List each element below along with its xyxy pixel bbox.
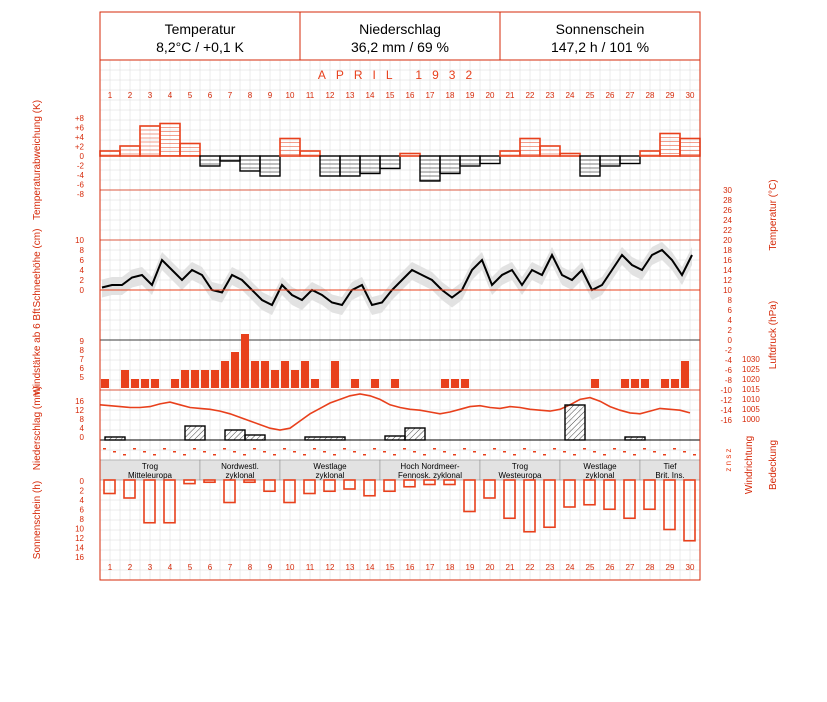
day-label-top: 4 — [167, 91, 173, 100]
day-label-top: 17 — [425, 91, 435, 100]
day-label-bottom: 20 — [485, 563, 495, 572]
cloud-dot — [213, 454, 216, 456]
cloud-dot — [533, 451, 536, 453]
temp-dev-tick: -2 — [76, 161, 84, 171]
wind-bar — [251, 361, 259, 388]
wind-tick: 9 — [79, 337, 84, 346]
wind-tick: 7 — [79, 355, 84, 364]
sunshine-bar — [564, 480, 575, 507]
precip-axis-label: Niederschlag (mm) — [32, 385, 43, 471]
wind-bar — [351, 379, 359, 388]
wind-bar — [681, 361, 689, 388]
temp-dev-tick: +6 — [74, 123, 84, 133]
wind-bar — [311, 379, 319, 388]
weather-type-label: Brit. Ins. — [655, 471, 685, 480]
cloud-dot — [163, 448, 166, 450]
day-label-bottom: 6 — [207, 563, 213, 572]
sunshine-bar — [264, 480, 275, 491]
day-label-bottom: 22 — [525, 563, 535, 572]
day-label-top: 16 — [405, 91, 415, 100]
temp-tick: -16 — [720, 416, 732, 425]
snow-tick: 2 — [79, 276, 84, 285]
sunshine-bar — [444, 480, 455, 485]
wind-bar — [661, 379, 669, 388]
wind-bar — [201, 370, 209, 388]
weather-type-label: Westlage — [583, 462, 617, 471]
cloud-dot — [673, 448, 676, 450]
sunshine-bar — [664, 480, 675, 530]
day-label-bottom: 2 — [127, 563, 133, 572]
day-label-bottom: 25 — [585, 563, 595, 572]
pressure-tick: 1015 — [742, 385, 760, 394]
temp-tick: 2 — [727, 326, 732, 335]
cloud-dot — [153, 454, 156, 456]
cloud-dot — [493, 448, 496, 450]
cloud-dot — [293, 451, 296, 453]
temp-dev-tick: +8 — [74, 114, 84, 123]
wind-bar — [621, 379, 629, 388]
temp-tick: -14 — [720, 406, 732, 415]
cloud-dot — [473, 451, 476, 453]
cloud-dot — [433, 448, 436, 450]
wind-bar — [231, 352, 239, 388]
day-label-bottom: 11 — [305, 563, 315, 572]
wind-bar — [291, 370, 299, 388]
snow-tick: 0 — [79, 286, 84, 295]
sun-tick: 8 — [79, 515, 84, 524]
sunshine-bar — [404, 480, 415, 487]
sun-axis-label: Sonnenschein (h) — [32, 480, 43, 560]
weather-type-label: Trog — [141, 462, 159, 471]
wind-bar — [181, 370, 189, 388]
cloud-dot — [583, 448, 586, 450]
day-label-top: 9 — [267, 91, 273, 100]
wind-tick: 8 — [79, 346, 84, 355]
weather-type-label: Tief — [663, 462, 677, 471]
day-label-bottom: 27 — [625, 563, 635, 572]
day-label-bottom: 29 — [665, 563, 675, 572]
grid — [100, 60, 700, 580]
month-title: APRIL 1932 — [317, 68, 483, 82]
temp-dev-tick: -4 — [76, 171, 84, 180]
cloud-dot — [653, 451, 656, 453]
cloud-dot — [373, 448, 376, 450]
wind-bar — [281, 361, 289, 388]
sun-header-value: 147,2 h / 101 % — [550, 39, 650, 55]
temp-header-title: Temperatur — [164, 21, 236, 37]
temp-tick: 20 — [723, 236, 732, 245]
temp-dev-tick: +4 — [74, 133, 84, 142]
temp-tick: 14 — [723, 266, 732, 275]
cloud-dot — [633, 454, 636, 456]
precip-bar — [305, 437, 345, 440]
cloud-dot — [283, 448, 286, 450]
precip-bar — [105, 437, 125, 440]
day-label-top: 11 — [305, 91, 315, 100]
temp-tick: 30 — [723, 186, 732, 195]
wind-bar — [371, 379, 379, 388]
sun-tick: 0 — [79, 477, 84, 486]
pressure-tick: 1010 — [742, 395, 760, 404]
cloud-dot — [483, 454, 486, 456]
temp-tick: 4 — [727, 316, 732, 325]
snow-tick: 4 — [79, 266, 84, 275]
precip-bar — [405, 428, 425, 440]
snow-tick: 6 — [79, 256, 84, 265]
day-label-top: 21 — [505, 91, 515, 100]
weather-type-label: Westeuropa — [498, 471, 542, 480]
cloud-dot — [443, 451, 446, 453]
day-label-top: 10 — [285, 91, 295, 100]
sun-tick: 6 — [79, 505, 84, 515]
wind-bar — [441, 379, 449, 388]
day-label-top: 14 — [365, 91, 375, 100]
wind-tick: 5 — [79, 373, 84, 382]
cloud-axis-label: Bedeckung — [768, 439, 779, 491]
cloud-dot — [363, 454, 366, 456]
sun-header-title: Sonnenschein — [555, 21, 645, 37]
day-label-bottom: 21 — [505, 563, 515, 572]
day-label-bottom: 13 — [345, 563, 355, 572]
cloud-dot — [423, 454, 426, 456]
cloud-dot — [203, 451, 206, 453]
cloud-dot — [643, 448, 646, 450]
cloud-dot — [233, 451, 236, 453]
day-label-bottom: 7 — [227, 563, 233, 572]
wind-bar — [451, 379, 459, 388]
temp-header-value: 8,2°C / +0,1 K — [156, 39, 244, 55]
temp-tick: 28 — [723, 196, 732, 205]
wind-bar — [171, 379, 179, 388]
cloud-dot — [613, 448, 616, 450]
cloud-dot — [133, 448, 136, 450]
sunshine-bar — [144, 480, 155, 523]
temp-tick: 24 — [723, 216, 732, 225]
day-label-top: 8 — [247, 91, 253, 100]
sunshine-series — [104, 480, 695, 541]
sunshine-bar — [684, 480, 695, 541]
sun-tick: 10 — [75, 524, 84, 534]
precip-bar — [385, 436, 405, 440]
temp-tick: -8 — [724, 376, 732, 385]
cloud-dot — [573, 454, 576, 456]
precip-header-title: Niederschlag — [359, 21, 441, 37]
day-label-top: 23 — [545, 91, 555, 100]
temp-tick: 8 — [727, 296, 732, 305]
sunshine-bar — [164, 480, 175, 523]
sun-tick: 2 — [79, 486, 84, 496]
wind-bar — [641, 379, 649, 388]
day-label-bottom: 4 — [167, 563, 173, 572]
day-label-top: 7 — [227, 91, 233, 100]
day-label-top: 28 — [645, 91, 655, 100]
sun-tick: 16 — [75, 553, 84, 562]
cloud-dot — [513, 454, 516, 456]
cloud-dot — [503, 451, 506, 453]
temp-tick: 26 — [723, 206, 732, 215]
sunshine-bar — [604, 480, 615, 509]
cloud-dot — [183, 454, 186, 456]
wind-bar — [331, 361, 339, 388]
cloud-dot — [113, 451, 116, 453]
precip-header-value: 36,2 mm / 69 % — [350, 39, 450, 55]
weather-type-label: Westlage — [313, 462, 347, 471]
sunshine-bar — [504, 480, 515, 518]
precip-tick: 8 — [79, 415, 84, 424]
day-label-top: 13 — [345, 91, 355, 100]
temp-tick: 18 — [723, 246, 732, 255]
weather-type-label: Nordwestl. — [221, 462, 259, 471]
snow-tick: 8 — [79, 246, 84, 255]
pressure-tick: 1030 — [742, 355, 760, 364]
day-label-top: 6 — [207, 91, 213, 100]
day-label-bottom: 8 — [247, 563, 253, 572]
wind-bar — [391, 379, 399, 388]
pressure-line — [100, 394, 690, 430]
cloud-dot — [253, 448, 256, 450]
cloud-dot — [693, 454, 696, 456]
wind-bar — [151, 379, 159, 388]
weather-type-label: Mitteleuropa — [127, 471, 173, 480]
weather-type-label: zyklonal — [225, 471, 255, 480]
precip-tick: 12 — [75, 406, 84, 415]
sunshine-bar — [344, 480, 355, 489]
precip-tick: 0 — [79, 433, 84, 442]
cloud-dot — [303, 454, 306, 456]
day-label-bottom: 12 — [325, 563, 335, 572]
temp-range-band — [102, 242, 692, 315]
day-label-top: 26 — [605, 91, 615, 100]
temp-dev-tick: -8 — [76, 190, 84, 199]
data-bands — [102, 242, 692, 315]
wind-bar — [221, 361, 229, 388]
sunshine-bar — [644, 480, 655, 509]
day-label-top: 27 — [625, 91, 635, 100]
day-label-top: 19 — [465, 91, 475, 100]
cloud-dot — [453, 454, 456, 456]
temp-tick: 16 — [723, 256, 732, 265]
wind-bar — [131, 379, 139, 388]
temp-tick: -12 — [720, 396, 732, 405]
sunshine-bar — [384, 480, 395, 491]
cloud-dot — [193, 448, 196, 450]
temp-tick: 6 — [727, 306, 732, 315]
wind-axis-label: Windstärke ab 6 Bft — [32, 308, 43, 396]
wind-bar — [591, 379, 599, 388]
day-label-bottom: 30 — [685, 563, 695, 572]
sunshine-bar — [104, 480, 115, 494]
weather-type-label: Hoch Nordmeer- — [400, 462, 460, 471]
weather-type-label: zyklonal — [585, 471, 615, 480]
cloud-dot — [223, 448, 226, 450]
cloud-dot — [383, 451, 386, 453]
temp-dev-tick: -6 — [76, 180, 84, 190]
day-label-bottom: 10 — [285, 563, 295, 572]
wind-bar — [261, 361, 269, 388]
temp-tick: -10 — [720, 386, 732, 395]
cloud-dot — [333, 454, 336, 456]
temp-dev-tick: +2 — [74, 142, 84, 152]
pressure-tick: 1000 — [742, 415, 760, 424]
weather-types — [100, 460, 700, 480]
cloud-dot — [393, 454, 396, 456]
cloud-dot — [413, 451, 416, 453]
day-label-bottom: 28 — [645, 563, 655, 572]
day-label-top: 30 — [685, 91, 695, 100]
cloud-dot — [623, 451, 626, 453]
sunshine-bar — [524, 480, 535, 532]
precip-bar — [185, 426, 205, 440]
sunshine-bar — [124, 480, 135, 498]
day-label-top: 15 — [385, 91, 395, 100]
cloud-dot — [273, 454, 276, 456]
sunshine-bar — [324, 480, 335, 491]
day-label-top: 29 — [665, 91, 675, 100]
sunshine-bar — [204, 480, 215, 482]
temp-tick: 10 — [723, 286, 732, 295]
wind-bar — [121, 370, 129, 388]
pressure-tick: 1020 — [742, 375, 760, 384]
wind-dir-codes: z n s z — [724, 448, 733, 472]
weather-type-label: Trog — [511, 462, 529, 471]
cloud-dot — [353, 451, 356, 453]
day-label-top: 18 — [445, 91, 455, 100]
temp-tick: 0 — [727, 336, 732, 345]
cloud-dot — [523, 448, 526, 450]
precip-bar — [625, 437, 645, 440]
day-label-bottom: 3 — [147, 563, 153, 572]
day-label-bottom: 24 — [565, 563, 575, 572]
precip-tick: 16 — [75, 397, 84, 406]
sunshine-bar — [184, 480, 195, 484]
wind-bar — [271, 370, 279, 388]
sunshine-bar — [484, 480, 495, 498]
wind-bar — [631, 379, 639, 388]
cloud-dot — [263, 451, 266, 453]
cloud-dot — [243, 454, 246, 456]
day-label-bottom: 26 — [605, 563, 615, 572]
pressure-tick: 1005 — [742, 405, 760, 414]
day-label-bottom: 5 — [187, 563, 193, 572]
day-label-top: 22 — [525, 91, 535, 100]
wind-bar — [461, 379, 469, 388]
temp-dev-tick: 0 — [79, 152, 84, 161]
day-label-top: 2 — [127, 91, 133, 100]
sunshine-bar — [464, 480, 475, 512]
cloud-dot — [593, 451, 596, 453]
cloud-dot — [543, 454, 546, 456]
sun-tick: 4 — [79, 496, 84, 505]
header — [100, 12, 700, 60]
weather-type-label: Fennosk. zyklonal — [397, 471, 463, 480]
day-label-bottom: 16 — [405, 563, 415, 572]
cloud-dot — [563, 451, 566, 453]
day-label-top: 12 — [325, 91, 335, 100]
day-label-bottom: 9 — [267, 563, 273, 572]
wind-bar — [101, 379, 109, 388]
temp-tick: -4 — [724, 356, 732, 365]
day-label-top: 3 — [147, 91, 153, 100]
cloud-dot — [463, 448, 466, 450]
sunshine-bar — [424, 480, 435, 485]
wind-bar — [211, 370, 219, 388]
cloud-dot — [323, 451, 326, 453]
cloud-dot — [313, 448, 316, 450]
precip-bar — [245, 435, 265, 440]
day-label-top: 25 — [585, 91, 595, 100]
day-label-bottom: 15 — [385, 563, 395, 572]
cloud-dot — [683, 451, 686, 453]
sunshine-bar — [304, 480, 315, 494]
cloud-dot — [123, 454, 126, 456]
snow-tick: 10 — [75, 236, 84, 245]
day-label-bottom: 17 — [425, 563, 435, 572]
temp-tick: -2 — [724, 346, 732, 355]
day-label-bottom: 23 — [545, 563, 555, 572]
wind-bar — [191, 370, 199, 388]
cloud-dot — [403, 448, 406, 450]
sunshine-bar — [364, 480, 375, 496]
sunshine-bar — [224, 480, 235, 503]
weather-type-label: zyklonal — [315, 471, 345, 480]
sunshine-bar — [584, 480, 595, 505]
sunshine-bar — [244, 480, 255, 482]
day-label-top: 20 — [485, 91, 495, 100]
cloud-dot — [343, 448, 346, 450]
pressure-tick: 1025 — [742, 365, 760, 374]
precip-tick: 4 — [79, 424, 84, 433]
temp-axis-label: Temperatur (°C) — [768, 179, 779, 251]
wind-bar — [241, 334, 249, 388]
wind-bar — [301, 361, 309, 388]
temp-tick: -6 — [724, 366, 732, 375]
sun-tick: 14 — [75, 543, 84, 553]
day-label-bottom: 19 — [465, 563, 475, 572]
pressure-axis-label: Luftdruck (hPa) — [768, 300, 779, 370]
cloud-dot — [103, 448, 106, 450]
wind-dir-axis-label: Windrichtung — [744, 435, 755, 495]
wind-bar — [141, 379, 149, 388]
sunshine-bar — [624, 480, 635, 518]
day-label-bottom: 18 — [445, 563, 455, 572]
sunshine-bar — [284, 480, 295, 503]
cloud-dot — [603, 454, 606, 456]
day-label-top: 1 — [107, 91, 113, 100]
wind-bar — [671, 379, 679, 388]
day-label-top: 5 — [187, 91, 193, 100]
cloud-dot — [143, 451, 146, 453]
day-label-bottom: 14 — [365, 563, 375, 572]
cloud-dot — [173, 451, 176, 453]
day-label-bottom: 1 — [107, 563, 113, 572]
wind-tick: 6 — [79, 364, 84, 373]
cloud-dot — [553, 448, 556, 450]
precip-bar — [225, 430, 245, 440]
day-label-top: 24 — [565, 91, 575, 100]
temp-tick: 12 — [723, 276, 732, 285]
temp-tick: 22 — [723, 226, 732, 235]
temp-dev-axis-label: Temperaturabweichung (K) — [32, 99, 43, 221]
precip-bar — [565, 405, 585, 440]
cloud-dot — [663, 454, 666, 456]
sun-tick: 12 — [75, 534, 84, 543]
snow-axis-label: Schneehöhe (cm) — [32, 228, 43, 308]
